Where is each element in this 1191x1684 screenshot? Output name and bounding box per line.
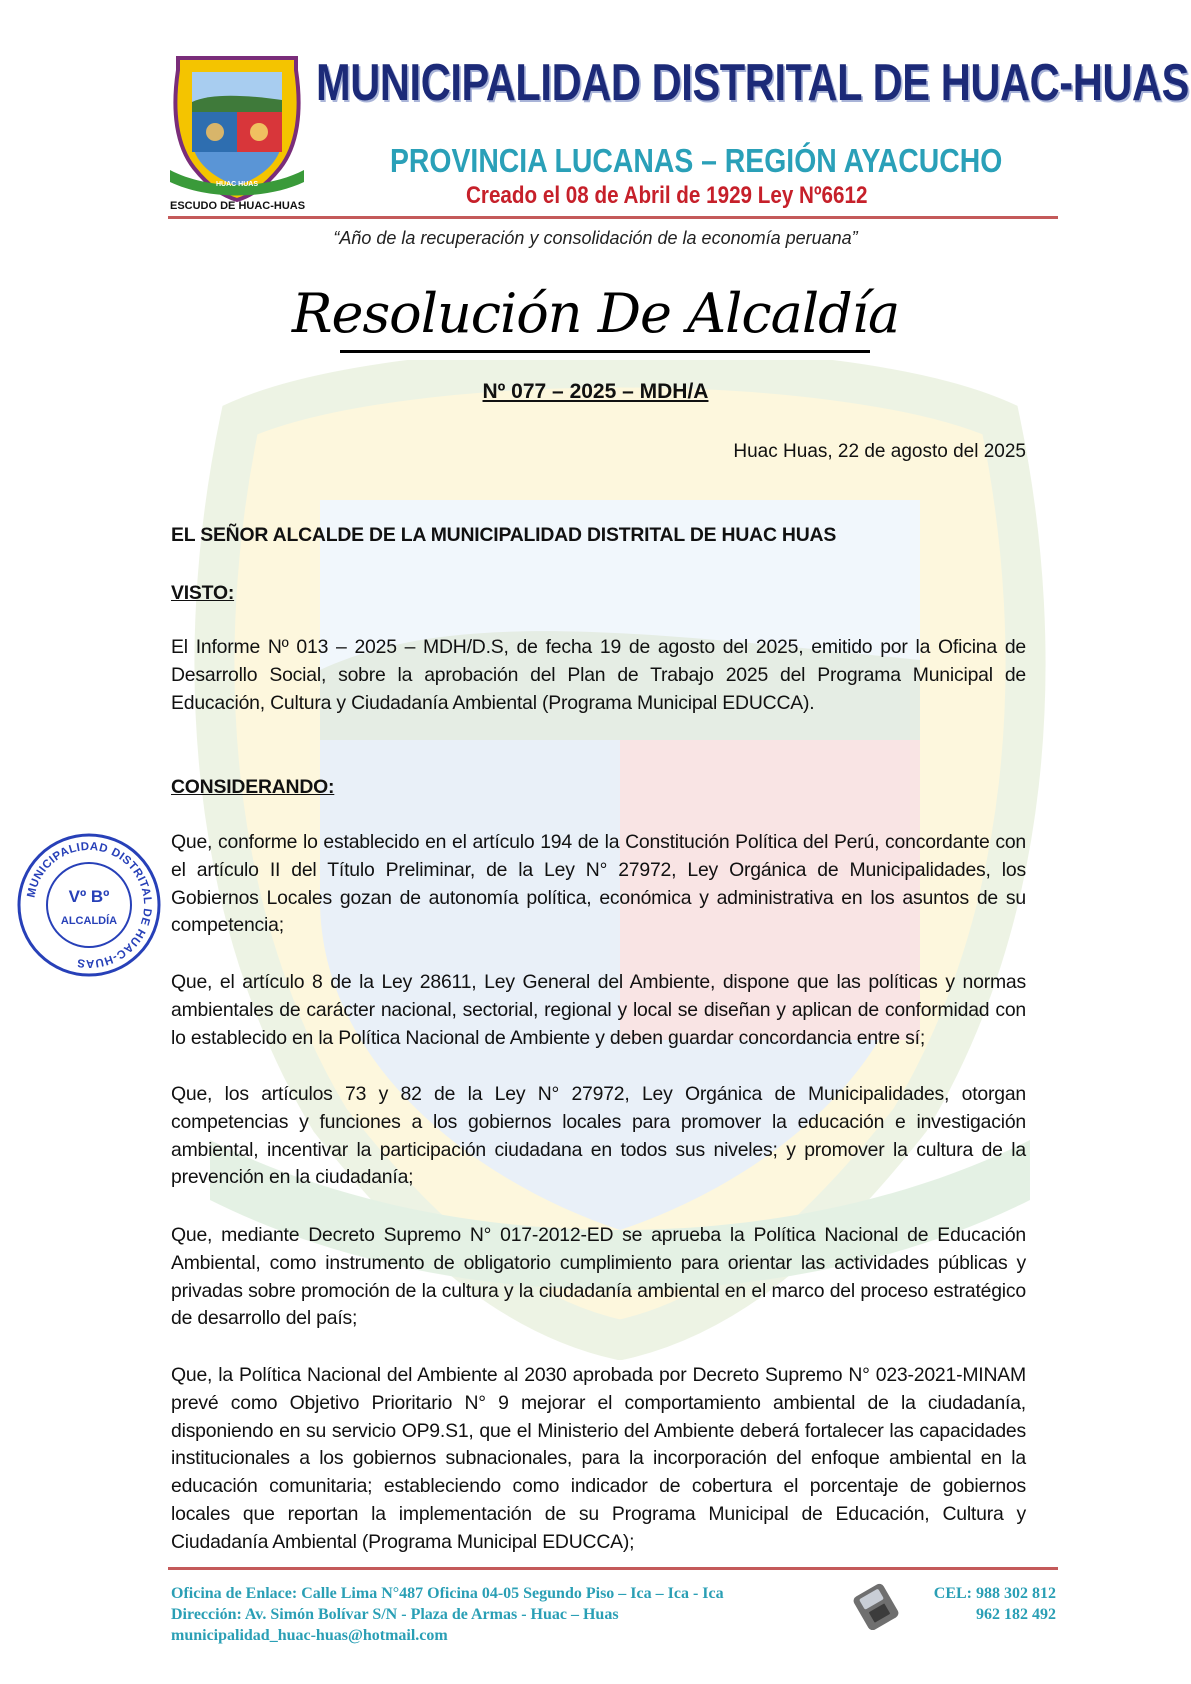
visto-heading: VISTO: [171,582,235,604]
date-line: Huac Huas, 22 de agosto del 2025 [733,441,1026,462]
footer-divider [168,1567,1058,1570]
footer-phone-1: CEL: 988 302 812 [933,1585,1056,1602]
footer-address-office: Oficina de Enlace: Calle Lima N°487 Oficina 04-05 Segundo Piso – Ica – Ica - Ica [171,1585,724,1602]
province-region: PROVINCIA LUCANAS – REGIÓN AYACUCHO [390,142,1003,179]
resolution-title-underline [340,350,870,353]
header-divider [168,216,1058,219]
crest-banner-text: HUAC HUAS [216,181,258,188]
stamp-center-bottom: ALCALDÍA [60,915,118,927]
year-motto: “Año de la recuperación y consolidación de la economía peruana” [333,228,858,248]
considerando-paragraph-5: Que, la Política Nacional del Ambiente al 2030 aprobada por Decreto Supremo N° 023-2021-MINAM prevé como Objetivo Prioritario N° 9 mejorar el comportamiento ambiental de la ciudadanía, disponiendo en su servicio OP9.S1, que el Ministerio del Ambiente deberá fortalecer las capacidades institucionales a los gobiernos subnacionales, para la incorporación del enfoque ambiental en la educación comunitaria; estableciendo como indicador de cobertura el porcentaje de gobiernos locales que reportan la implementación de su Programa Municipal de Educación, Cultura y Ciudadanía Ambiental (Programa Municipal EDUCCA); [171,1364,1026,1553]
resolution-title: Resolución De Alcaldía [291,282,900,345]
footer-address-main: Dirección: Av. Simón Bolívar S/N - Plaza de Armas - Huac – Huas [171,1606,619,1623]
footer-phone-2: 962 182 492 [976,1606,1056,1623]
footer-phones [934,1583,1056,1625]
considerando-paragraph-1: Que, conforme lo establecido en el artículo 194 de la Constitución Política del Perú, concordante con el artículo II del Título Preliminar, de la Ley N° 27972, Ley Orgánica de Municipalidades, los Gobiernos Locales gozan de autonomía política, económica y administrativa en los asuntos de su competencia; [171,831,1026,937]
considerando-heading: CONSIDERANDO: [171,776,335,798]
creation-law: Creado el 08 de Abril de 1929 Ley Nº6612 [466,182,868,209]
considerando-paragraph-3: Que, los artículos 73 y 82 de la Ley N° 27972, Ley Orgánica de Municipalidades, otorgan competencias y funciones a los gobiernos locales para promover la educación e investigación ambiental, incentivar la participación ciudadana en todos sus niveles; y promover la cultura de la prevención en la ciudadanía; [171,1083,1026,1189]
municipality-title: MUNICIPALIDAD DISTRITAL DE HUAC-HUAS [316,54,1190,112]
considerando-paragraph-2: Que, el artículo 8 de la Ley 28611, Ley General del Ambiente, dispone que las políticas y normas ambientales de carácter nacional, sectorial, regional y local se diseñan y aplican de conformidad con lo establecido en la Política Nacional de Ambiente y deben guardar concordancia entre sí; [171,971,1026,1049]
approval-stamp [14,830,164,980]
footer-contact [171,1583,724,1646]
mobile-phone-icon [845,1582,905,1630]
visto-paragraph: El Informe Nº 013 – 2025 – MDH/D.S, de fecha 19 de agosto del 2025, emitido por la Oficina de Desarrollo Social, sobre la aprobación del Plan de Trabajo 2025 del Programa Municipal de Educación, Cultura y Ciudadanía Ambiental (Programa Municipal EDUCCA). [171,636,1026,714]
stamp-ring-text: MUNICIPALIDAD DISTRITAL DE HUAC-HUAS [25,840,154,970]
footer-email[interactable]: municipalidad_huac-huas@hotmail.com [171,1627,448,1644]
crest-caption: ESCUDO DE HUAC-HUAS [170,200,306,212]
authority-heading: EL SEÑOR ALCALDE DE LA MUNICIPALIDAD DISTRITAL DE HUAC HUAS [171,524,837,546]
resolution-number: Nº 077 – 2025 – MDH/A [482,380,709,403]
stamp-center-top: Vº Bº [68,887,110,906]
crest-logo [168,50,306,202]
considerando-paragraph-4: Que, mediante Decreto Supremo N° 017-2012-ED se aprueba la Política Nacional de Educación Ambiental, como instrumento de obligatorio cumplimiento para orientar las actividades públicas y privadas sobre promoción de la cultura y la ciudadanía ambiental en el marco del proceso estratégico de desarrollo del país; [171,1224,1026,1330]
